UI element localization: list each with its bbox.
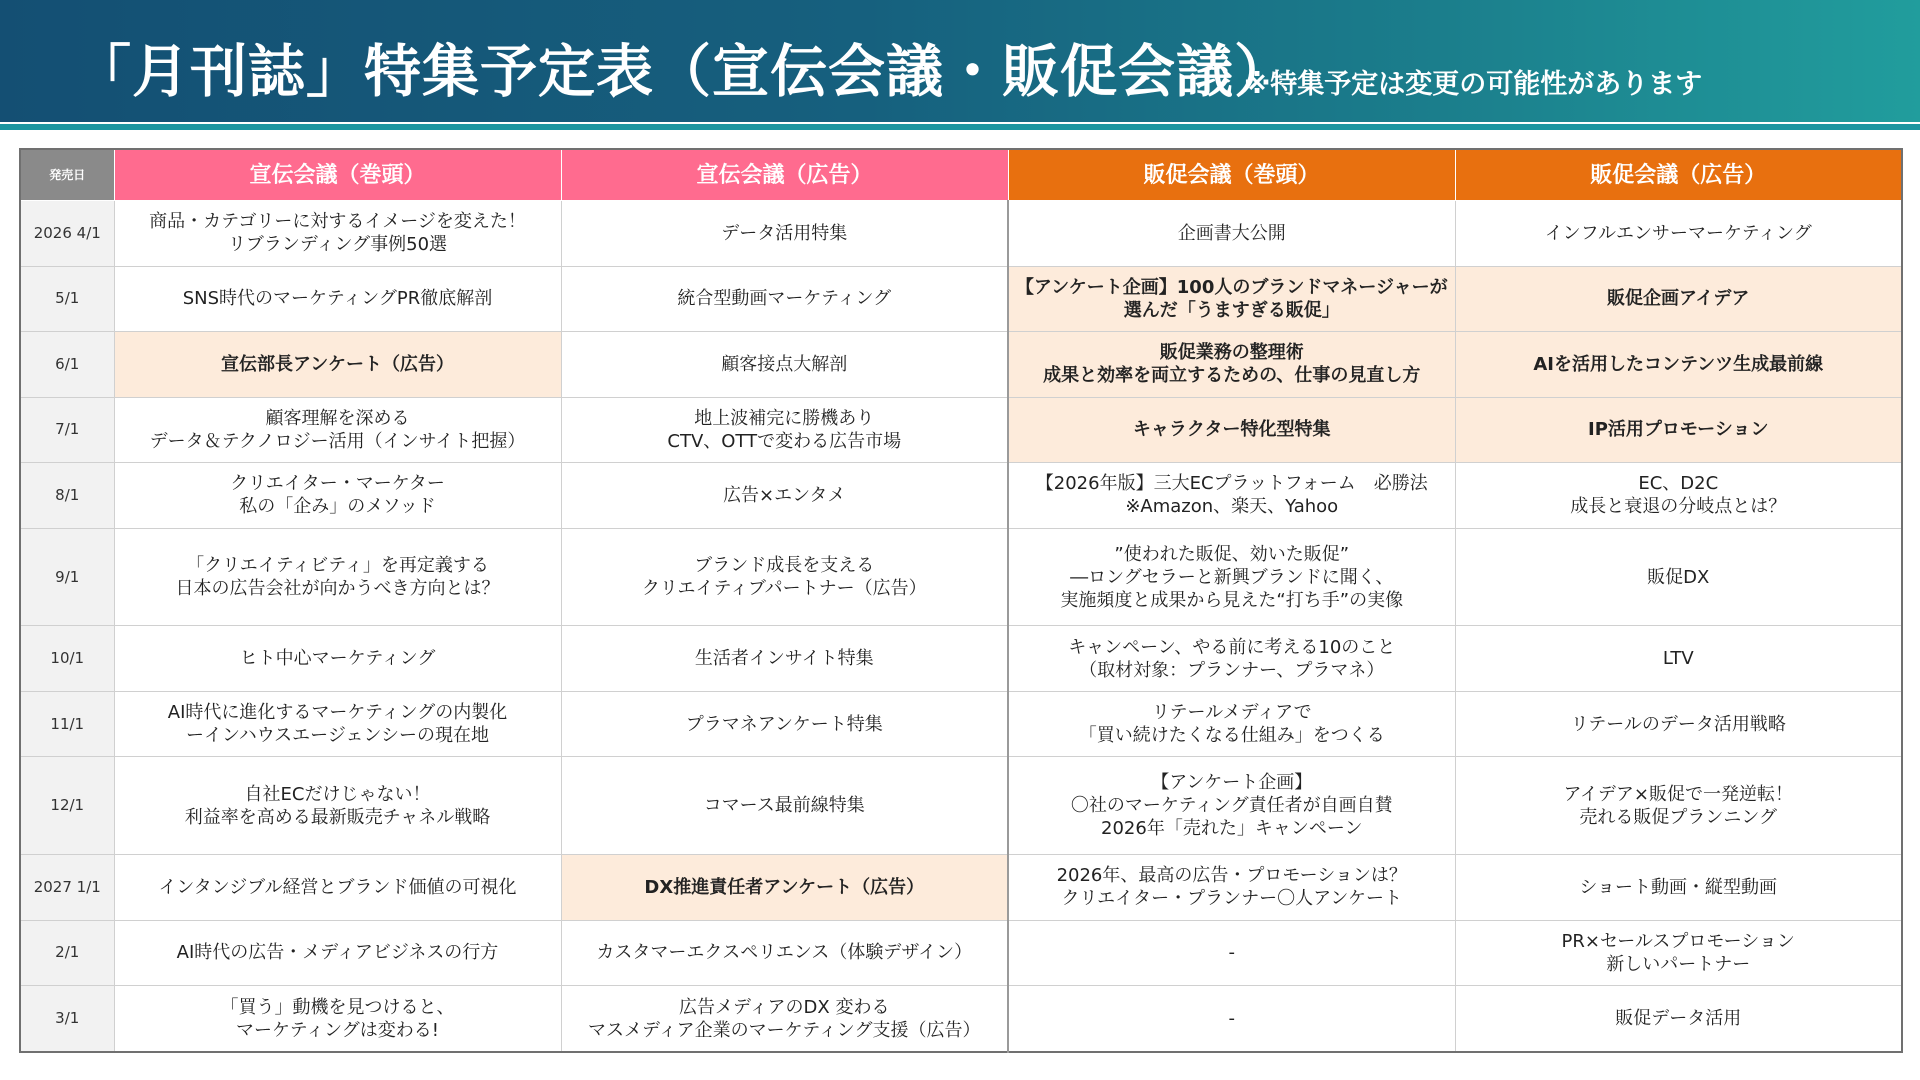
sp-ad-cell: PR×セールスプロモーション 新しいパートナー	[1455, 920, 1902, 986]
ad-ad-cell: DX推進責任者アンケート（広告）	[561, 855, 1008, 921]
ad-lead-cell: 顧客理解を深める データ＆テクノロジー活用（インサイト把握）	[114, 397, 561, 463]
sp-lead-cell: リテールメディアで 「買い続けたくなる仕組み」をつくる	[1008, 691, 1455, 757]
header-divider	[0, 124, 1920, 130]
ad-ad-cell: 地上波補完に勝機あり CTV、OTTで変わる広告市場	[561, 397, 1008, 463]
ad-lead-cell: クリエイター・マーケター 私の「企み」のメソッド	[114, 463, 561, 529]
ad-ad-cell: ブランド成長を支える クリエイティブパートナー（広告）	[561, 528, 1008, 626]
date-cell: 2/1	[20, 920, 114, 986]
table-row	[20, 855, 1902, 921]
sp-ad-cell: LTV	[1455, 626, 1902, 692]
sp-ad-cell: アイデア×販促で一発逆転！ 売れる販促プランニング	[1455, 757, 1902, 855]
sp-ad-cell: IP活用プロモーション	[1455, 397, 1902, 463]
sp-ad-cell: 販促DX	[1455, 528, 1902, 626]
header-row	[20, 149, 1902, 201]
date-cell: 9/1	[20, 528, 114, 626]
schedule-table	[19, 148, 1903, 1053]
ad-ad-cell: データ活用特集	[561, 201, 1008, 267]
page-title: 「月刊誌」特集予定表（宣伝会議・販促会議）	[74, 39, 1292, 105]
header-sp-ad: 販促会議（広告）	[1455, 149, 1902, 201]
ad-lead-cell: SNS時代のマーケティングPR徹底解剖	[114, 266, 561, 332]
ad-lead-cell: インタンジブル経営とブランド価値の可視化	[114, 855, 561, 921]
sp-ad-cell: インフルエンサーマーケティング	[1455, 201, 1902, 267]
date-cell: 7/1	[20, 397, 114, 463]
ad-ad-cell: プラマネアンケート特集	[561, 691, 1008, 757]
sp-ad-cell: EC、D2C 成長と衰退の分岐点とは？	[1455, 463, 1902, 529]
sp-lead-cell: キャラクター特化型特集	[1008, 397, 1455, 463]
header-ad-lead: 宣伝会議（巻頭）	[114, 149, 561, 201]
date-cell: 2026 4/1	[20, 201, 114, 267]
sp-ad-cell: AIを活用したコンテンツ生成最前線	[1455, 332, 1902, 398]
ad-lead-cell: 「買う」動機を見つけると、 マーケティングは変わる!	[114, 986, 561, 1052]
date-cell: 11/1	[20, 691, 114, 757]
table-row	[20, 691, 1902, 757]
ad-ad-cell: 広告×エンタメ	[561, 463, 1008, 529]
ad-lead-cell: 「クリエイティビティ」を再定義する 日本の広告会社が向かうべき方向とは？	[114, 528, 561, 626]
header-date: 発売日	[20, 149, 114, 201]
date-cell: 2027 1/1	[20, 855, 114, 921]
ad-ad-cell: 生活者インサイト特集	[561, 626, 1008, 692]
sp-lead-cell: 企画書大公開	[1008, 201, 1455, 267]
sp-ad-cell: 販促データ活用	[1455, 986, 1902, 1052]
header-ad-ad: 宣伝会議（広告）	[561, 149, 1008, 201]
date-cell: 5/1	[20, 266, 114, 332]
table-row	[20, 757, 1902, 855]
sp-ad-cell: リテールのデータ活用戦略	[1455, 691, 1902, 757]
sp-lead-cell: ”使われた販促、効いた販促” ―ロングセラーと新興ブランドに聞く、 実施頻度と成果から見えた“打ち手”の実像	[1008, 528, 1455, 626]
ad-lead-cell: AI時代に進化するマーケティングの内製化 ーインハウスエージェンシーの現在地	[114, 691, 561, 757]
date-cell: 8/1	[20, 463, 114, 529]
table-row	[20, 986, 1902, 1052]
ad-lead-cell: ヒト中心マーケティング	[114, 626, 561, 692]
sp-ad-cell: ショート動画・縦型動画	[1455, 855, 1902, 921]
sp-ad-cell: 販促企画アイデア	[1455, 266, 1902, 332]
date-cell: 12/1	[20, 757, 114, 855]
table-row	[20, 201, 1902, 267]
table-row	[20, 397, 1902, 463]
sp-lead-cell: 【アンケート企画】 〇社のマーケティング責任者が自画自賛 2026年「売れた」キャンペーン	[1008, 757, 1455, 855]
ad-ad-cell: 広告メディアのDX 変わる マスメディア企業のマーケティング支援（広告）	[561, 986, 1008, 1052]
ad-lead-cell: 自社ECだけじゃない！ 利益率を高める最新販売チャネル戦略	[114, 757, 561, 855]
sp-lead-cell: 販促業務の整理術 成果と効率を両立するための、仕事の見直し方	[1008, 332, 1455, 398]
date-cell: 3/1	[20, 986, 114, 1052]
table-row	[20, 528, 1902, 626]
date-cell: 6/1	[20, 332, 114, 398]
ad-ad-cell: 顧客接点大解剖	[561, 332, 1008, 398]
sp-lead-cell: 2026年、最高の広告・プロモーションは？ クリエイター・プランナー〇人アンケート	[1008, 855, 1455, 921]
page-subtitle: ※特集予定は変更の可能性があります	[1244, 69, 1703, 100]
table-row	[20, 920, 1902, 986]
ad-lead-cell: AI時代の広告・メディアビジネスの行方	[114, 920, 561, 986]
table-row	[20, 332, 1902, 398]
table-row	[20, 626, 1902, 692]
sp-lead-cell: キャンペーン、やる前に考える10のこと （取材対象：プランナー、プラマネ）	[1008, 626, 1455, 692]
ad-lead-cell: 宣伝部長アンケート（広告）	[114, 332, 561, 398]
sp-lead-cell: 【アンケート企画】100人のブランドマネージャーが 選んだ「うますぎる販促」	[1008, 266, 1455, 332]
sp-lead-cell: -	[1008, 986, 1455, 1052]
sp-lead-cell: 【2026年版】三大ECプラットフォーム 必勝法 ※Amazon、楽天、Yahoo	[1008, 463, 1455, 529]
ad-ad-cell: 統合型動画マーケティング	[561, 266, 1008, 332]
header-sp-lead: 販促会議（巻頭）	[1008, 149, 1455, 201]
ad-ad-cell: カスタマーエクスペリエンス（体験デザイン）	[561, 920, 1008, 986]
table-row	[20, 463, 1902, 529]
table-row	[20, 266, 1902, 332]
date-cell: 10/1	[20, 626, 114, 692]
sp-lead-cell: -	[1008, 920, 1455, 986]
ad-ad-cell: コマース最前線特集	[561, 757, 1008, 855]
ad-lead-cell: 商品・カテゴリーに対するイメージを変えた！ リブランディング事例50選	[114, 201, 561, 267]
